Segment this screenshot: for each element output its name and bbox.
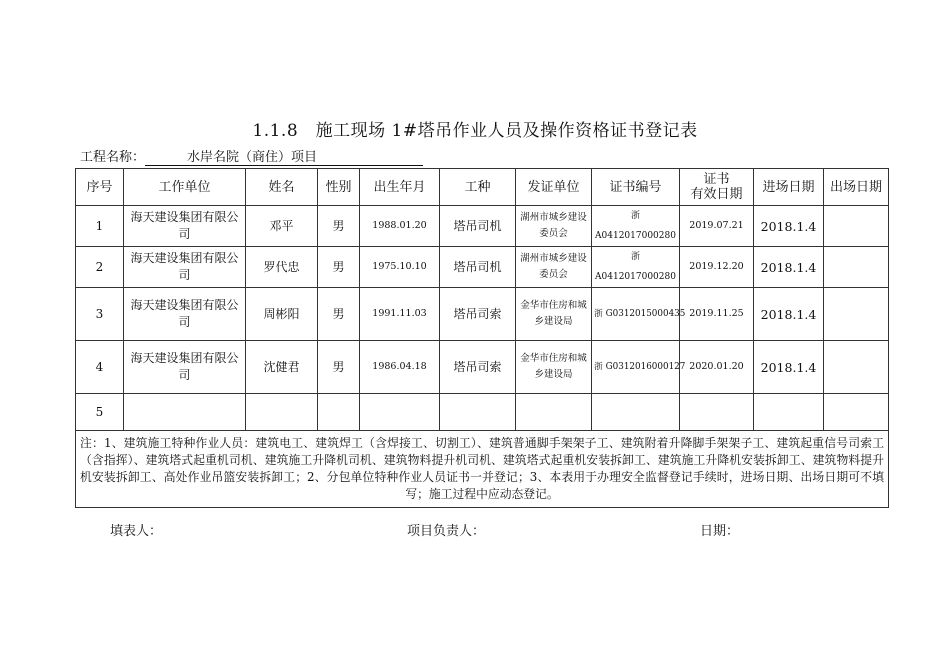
cell-valid: 2019.12.20 [680, 247, 754, 288]
header-cell: 证书 有效日期 [680, 169, 754, 206]
note-text: 注：1、建筑施工特种作业人员：建筑电工、建筑焊工（含焊接工、切割工）、建筑普通脚手架架子工、建筑附着升降脚手架架子工、建筑起重信号司索工（含指挥）、建筑塔式起重机司机、建筑施工升降机司机、建筑物料提升机司机、建筑塔式起重机安装拆卸工、建筑施工升降机安装拆卸工、建筑物料提升机安装拆卸工、高处作业吊篮安装拆卸工；2、分包单位特种作业人员证书一并登记；3、本表用于办理安全监督登记手续时，进场日期、出场日期可不填写；施工过程中应动态登记。 [76, 431, 889, 508]
cell-exit [824, 206, 889, 247]
table-header-row [76, 169, 889, 206]
cell-no: 2 [76, 247, 124, 288]
registration-table [75, 168, 889, 508]
cell-entry: 2018.1.4 [754, 206, 824, 247]
cell-gender [318, 394, 360, 431]
cell-exit [824, 341, 889, 394]
header-cell: 进场日期 [754, 169, 824, 206]
date-label: 日期： [700, 524, 740, 539]
note-row [76, 431, 889, 508]
cell-job: 塔吊司机 [440, 247, 516, 288]
cell-job: 塔吊司索 [440, 341, 516, 394]
cell-entry: 2018.1.4 [754, 247, 824, 288]
cell-valid: 2019.07.21 [680, 206, 754, 247]
cell-cert [592, 394, 680, 431]
header-cell: 出生年月 [360, 169, 440, 206]
cell-exit [824, 288, 889, 341]
cell-name [246, 394, 318, 431]
header-cell: 性别 [318, 169, 360, 206]
cell-valid: 2020.01.20 [680, 341, 754, 394]
project-label: 工程名称： [80, 150, 146, 165]
cell-cert: 浙 A0412017000280 [592, 206, 680, 247]
cell-exit [824, 394, 889, 431]
cell-valid [680, 394, 754, 431]
header-cell: 工种 [440, 169, 516, 206]
cell-no: 4 [76, 341, 124, 394]
project-line [80, 146, 423, 166]
cell-no: 1 [76, 206, 124, 247]
cell-entry: 2018.1.4 [754, 288, 824, 341]
cell-issuer: 湖州市城乡建设委员会 [516, 206, 592, 247]
header-cell: 出场日期 [824, 169, 889, 206]
manager-label: 项目负责人： [407, 524, 486, 539]
cell-name: 罗代忠 [246, 247, 318, 288]
cell-name: 邓平 [246, 206, 318, 247]
cell-job [440, 394, 516, 431]
cell-cert: 浙 G0312015000435 [592, 288, 680, 341]
cell-gender: 男 [318, 206, 360, 247]
table-row [76, 247, 889, 288]
cell-unit: 海天建设集团有限公司 [124, 206, 246, 247]
header-cell: 姓名 [246, 169, 318, 206]
cell-exit [824, 247, 889, 288]
table-row [76, 206, 889, 247]
cell-cert: 浙 G0312016000127 [592, 341, 680, 394]
cell-unit [124, 394, 246, 431]
cell-gender: 男 [318, 247, 360, 288]
header-cell: 工作单位 [124, 169, 246, 206]
page-title: 1.1.8 施工现场 1#塔吊作业人员及操作资格证书登记表 [252, 121, 698, 141]
cell-cert: 浙 A0412017000280 [592, 247, 680, 288]
cell-birth [360, 394, 440, 431]
table-row [76, 288, 889, 341]
table-row [76, 341, 889, 394]
table-row [76, 394, 889, 431]
cell-no: 3 [76, 288, 124, 341]
cell-unit: 海天建设集团有限公司 [124, 341, 246, 394]
cell-issuer: 金华市住房和城乡建设局 [516, 288, 592, 341]
cell-birth: 1988.01.20 [360, 206, 440, 247]
cell-issuer: 湖州市城乡建设委员会 [516, 247, 592, 288]
cell-name: 周彬阳 [246, 288, 318, 341]
cell-job: 塔吊司索 [440, 288, 516, 341]
cell-issuer [516, 394, 592, 431]
cell-valid: 2019.11.25 [680, 288, 754, 341]
cell-gender: 男 [318, 341, 360, 394]
cell-issuer: 金华市住房和城乡建设局 [516, 341, 592, 394]
filler-label: 填表人： [110, 524, 163, 539]
cell-unit: 海天建设集团有限公司 [124, 288, 246, 341]
cell-unit: 海天建设集团有限公司 [124, 247, 246, 288]
cell-entry [754, 394, 824, 431]
cell-name: 沈健君 [246, 341, 318, 394]
cell-entry: 2018.1.4 [754, 341, 824, 394]
cell-no: 5 [76, 394, 124, 431]
project-name: 水岸名院（商住）项目 [145, 150, 423, 166]
header-cell: 序号 [76, 169, 124, 206]
header-cell: 证书编号 [592, 169, 680, 206]
cell-birth: 1986.04.18 [360, 341, 440, 394]
cell-birth: 1991.11.03 [360, 288, 440, 341]
cell-gender: 男 [318, 288, 360, 341]
cell-birth: 1975.10.10 [360, 247, 440, 288]
cell-job: 塔吊司机 [440, 206, 516, 247]
header-cell: 发证单位 [516, 169, 592, 206]
